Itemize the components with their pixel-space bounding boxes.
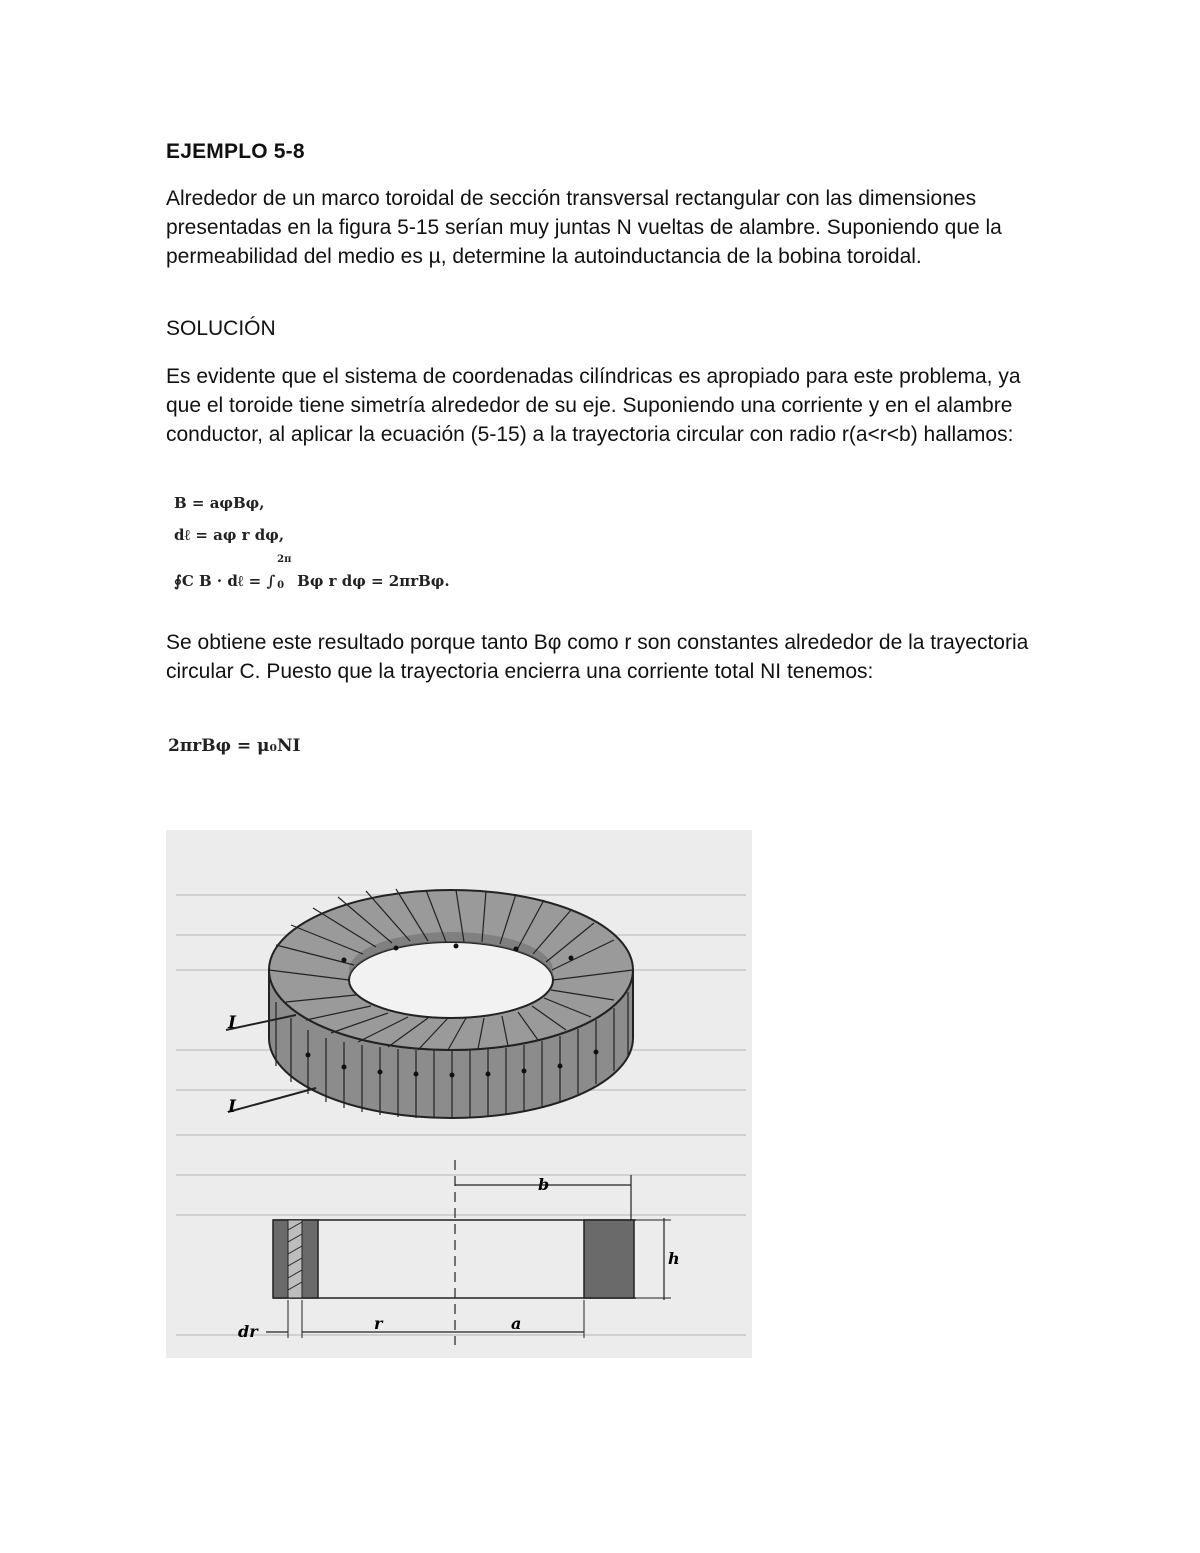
dim-h-label: h xyxy=(668,1249,680,1268)
equation-line-integral-right: Bφ r dφ = 2πrBφ. xyxy=(297,572,450,590)
problem-statement: Alrededor de un marco toroidal de sección transversal rectangular con las dimensiones presentadas en la figura 5-15 serían muy juntas N vueltas de alambre. Suponiendo que la permeabilidad del medio es µ, determine la autoinductancia de la bobina toroidal. xyxy=(166,187,1002,268)
solution-paragraph: Es evidente que el sistema de coordenadas cilíndricas es apropiado para este problema, ya que el toroide tiene simetría alrededor de su eje. Suponiendo una corriente y en el alambre conductor, al aplicar la ecuación (5-15) a la trayectoria circular con radio r(a<r<b) hallamos: xyxy=(166,365,1021,446)
toroid-figure xyxy=(166,830,752,1358)
dim-b-label: b xyxy=(538,1175,550,1194)
equation-dl: dℓ = aφ r dφ, xyxy=(174,526,285,544)
amperes-law-result: 2πrBφ = μ₀NI xyxy=(168,736,301,756)
current-out-lead xyxy=(228,1088,316,1112)
toroid-hole xyxy=(349,942,553,1018)
solution-heading: SOLUCIÓN xyxy=(166,317,276,340)
result-paragraph: Se obtiene este resultado porque tanto Bφ como r son constantes alrededor de la trayectoria circular C. Puesto que la trayectoria encierra una corriente total NI tenemos: xyxy=(166,631,1029,683)
example-title: EJEMPLO 5-8 xyxy=(166,140,305,163)
dim-r-label: r xyxy=(374,1314,383,1333)
current-out-label: I xyxy=(228,1097,236,1117)
cross-section xyxy=(238,1160,680,1345)
integral-lower-limit: 0 xyxy=(277,580,285,591)
right-cross-section xyxy=(584,1220,634,1298)
equation-line-integral-left: ∮C B · dℓ = ∫ xyxy=(174,572,276,590)
dim-a-label: a xyxy=(511,1314,522,1333)
toroid-diagram xyxy=(166,830,752,1358)
current-in-label: I xyxy=(228,1013,236,1033)
equation-b-field: B = aφBφ, xyxy=(174,494,265,512)
dim-dr-label: dr xyxy=(238,1322,258,1341)
equation-block xyxy=(174,486,514,626)
integral-upper-limit: 2π xyxy=(277,554,292,565)
equation-line-integral xyxy=(174,554,450,591)
